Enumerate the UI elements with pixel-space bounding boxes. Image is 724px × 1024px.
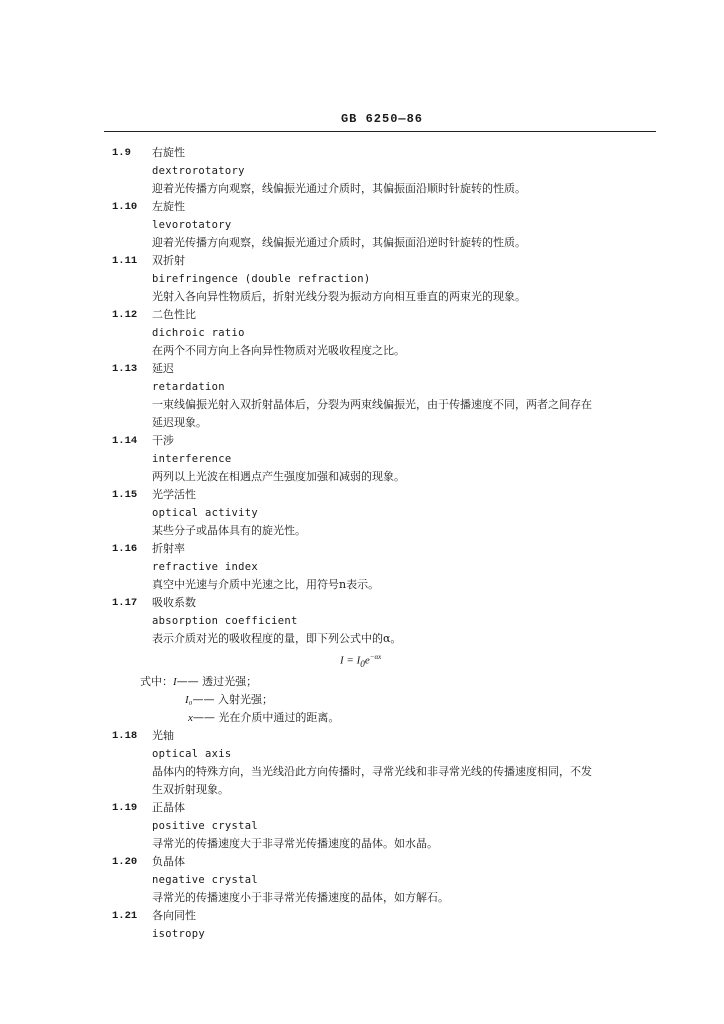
term-chinese: 光学活性	[152, 488, 196, 501]
term-number: 1.10	[112, 201, 138, 213]
term-chinese: 双折射	[152, 254, 185, 267]
term-entry	[0, 144, 724, 198]
formula-exponent: −αx	[369, 653, 382, 661]
term-english: interference	[152, 453, 232, 465]
term-chinese: 光轴	[152, 728, 174, 742]
term-definition: 真空中光速与介质中光速之比，用符号n表示。	[152, 578, 380, 591]
term-english: dichroic ratio	[152, 327, 245, 339]
term-definition-line2: 生双折射现象。	[152, 782, 229, 796]
term-entry	[0, 907, 724, 943]
term-number: 1.20	[112, 855, 138, 868]
header-rule	[104, 131, 656, 132]
term-definition: 寻常光的传播速度大于非寻常光传播速度的晶体。如水晶。	[152, 836, 438, 850]
term-definition: 在两个不同方向上各向异性物质对光吸收程度之比。	[152, 344, 405, 357]
term-english: retardation	[152, 381, 225, 393]
term-chinese: 二色性比	[152, 308, 196, 321]
term-chinese: 延迟	[152, 362, 174, 375]
term-english: refractive index	[152, 561, 258, 573]
term-english: isotropy	[152, 927, 205, 940]
term-english: levorotatory	[152, 219, 232, 231]
term-definition: 寻常光的传播速度小于非寻常光传播速度的晶体，如方解石。	[152, 890, 449, 904]
term-entry	[0, 432, 724, 486]
term-entry	[0, 799, 724, 853]
term-definition-line1: 晶体内的特殊方向，当光线沿此方向传播时，寻常光线和非寻常光线的传播速度相同，不发	[152, 764, 592, 778]
term-definition-line2: 延迟现象。	[152, 416, 207, 429]
term-number: 1.19	[112, 801, 138, 814]
term-chinese: 正晶体	[152, 800, 185, 814]
formula-subscript: 0	[360, 658, 365, 669]
formula-base: e	[364, 654, 370, 667]
term-chinese: 吸收系数	[152, 596, 196, 609]
legend-text: —— 光在介质中通过的距离。	[192, 710, 340, 724]
legend-line-incident	[185, 691, 724, 709]
term-number: 1.12	[112, 309, 138, 321]
term-entry	[0, 360, 724, 432]
term-chinese: 负晶体	[152, 854, 185, 868]
terms-list	[0, 144, 724, 943]
legend-var: I₀	[185, 693, 193, 706]
term-english: positive crystal	[152, 819, 258, 832]
term-definition: 迎着光传播方向观察，线偏振光通过介质时，其偏振面沿顺时针旋转的性质。	[152, 182, 526, 195]
formula-lhs: I = I	[340, 654, 361, 667]
legend-prefix: 式中：	[140, 674, 173, 688]
legend-var: x	[188, 711, 193, 724]
term-number: 1.21	[112, 909, 138, 922]
term-definition: 迎着光传播方向观察，线偏振光通过介质时，其偏振面沿逆时针旋转的性质。	[152, 236, 526, 249]
term-chinese: 右旋性	[152, 146, 185, 159]
term-number: 1.18	[112, 729, 138, 742]
term-chinese: 各向同性	[152, 908, 196, 922]
term-chinese: 折射率	[152, 542, 185, 555]
term-number: 1.16	[112, 543, 138, 555]
legend-line-distance	[188, 709, 724, 727]
legend-text: —— 透过光强；	[176, 674, 258, 688]
term-definition: 光射入各向异性物质后，折射光线分裂为振动方向相互垂直的两束光的现象。	[152, 290, 526, 303]
term-entry	[0, 853, 724, 907]
term-entry	[0, 306, 724, 360]
term-number: 1.9	[112, 147, 131, 159]
term-entry	[0, 540, 724, 594]
term-chinese: 左旋性	[152, 200, 185, 213]
term-entry	[0, 727, 724, 799]
term-entry	[0, 198, 724, 252]
term-english: dextrorotatory	[152, 165, 245, 177]
absorption-formula	[340, 648, 724, 673]
formula-legend	[0, 673, 724, 727]
term-number: 1.15	[112, 489, 138, 501]
term-number: 1.14	[112, 435, 138, 447]
legend-text: —— 入射光强；	[192, 692, 273, 706]
term-english: absorption coefficient	[152, 615, 298, 627]
term-number: 1.17	[112, 597, 138, 609]
term-number: 1.13	[112, 363, 138, 375]
legend-var: I	[173, 675, 177, 688]
term-english: optical activity	[152, 507, 258, 519]
term-definition: 表示介质对光的吸收程度的量，即下列公式中的α。	[152, 632, 402, 645]
term-english: optical axis	[152, 747, 232, 760]
term-definition-line1: 一束线偏振光射入双折射晶体后，分裂为两束线偏振光，由于传播速度不同，两者之间存在	[152, 398, 592, 411]
term-definition: 某些分子或晶体具有的旋光性。	[152, 524, 306, 537]
document-header: GB 6250—86	[340, 112, 423, 126]
term-definition: 两列以上光波在相遇点产生强度加强和减弱的现象。	[152, 470, 405, 483]
term-english: birefringence (double refraction)	[152, 273, 371, 285]
term-entry	[0, 252, 724, 306]
legend-line-transmitted	[140, 673, 724, 691]
term-number: 1.11	[112, 255, 138, 267]
term-english: negative crystal	[152, 873, 258, 886]
term-entry	[0, 486, 724, 540]
term-chinese: 干涉	[152, 434, 174, 447]
term-entry	[0, 594, 724, 727]
